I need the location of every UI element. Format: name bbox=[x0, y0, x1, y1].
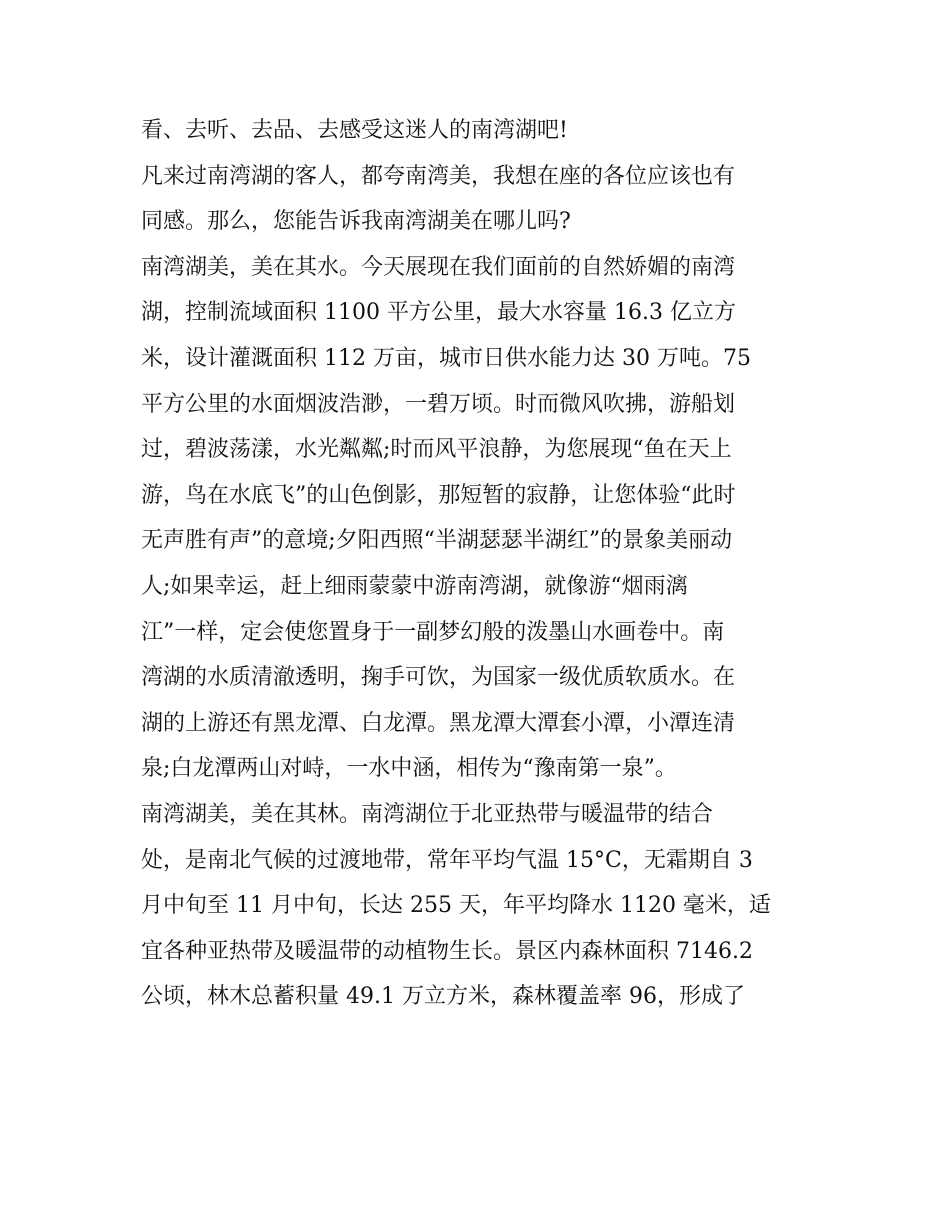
text-line: 人;如果幸运，赶上细雨蒙蒙中游南湾湖，就像游“烟雨漓 bbox=[141, 573, 688, 599]
text-line: 宜各种亚热带及暖温带的动植物生长。景区内森林面积 7146.2 bbox=[141, 938, 753, 964]
text-line: 南湾湖美，美在其林。南湾湖位于北亚热带与暖温带的结合 bbox=[141, 801, 714, 827]
text-line: 无声胜有声”的意境;夕阳西照“半湖瑟瑟半湖红”的景象美丽动 bbox=[141, 528, 733, 554]
text-line: 泉;白龙潭两山对峙，一水中涵，相传为“豫南第一泉”。 bbox=[141, 756, 677, 782]
text-line: 月中旬至 11 月中旬，长达 255 天，年平均降水 1120 毫米，适 bbox=[141, 893, 771, 919]
text-line: 湾湖的水质清澈透明，掬手可饮，为国家一级优质软质水。在 bbox=[141, 665, 736, 691]
text-line: 南湾湖美，美在其水。今天展现在我们面前的自然娇媚的南湾 bbox=[141, 254, 736, 280]
text-line: 湖的上游还有黑龙潭、白龙潭。黑龙潭大潭套小潭，小潭连清 bbox=[141, 710, 736, 736]
text-line: 过，碧波荡漾，水光粼粼;时而风平浪静，为您展现“鱼在天上 bbox=[141, 437, 732, 463]
text-line: 同感。那么，您能告诉我南湾湖美在哪儿吗? bbox=[141, 209, 571, 235]
text-line: 湖，控制流域面积 1100 平方公里，最大水容量 16.3 亿立方 bbox=[141, 300, 736, 326]
text-line: 公顷，林木总蓄积量 49.1 万立方米，森林覆盖率 96，形成了 bbox=[141, 984, 745, 1010]
text-line: 游，鸟在水底飞”的山色倒影，那短暂的寂静，让您体验“此时 bbox=[141, 482, 736, 508]
text-line: 看、去听、去品、去感受这迷人的南湾湖吧! bbox=[141, 118, 568, 143]
text-line: 米，设计灌溉面积 112 万亩，城市日供水能力达 30 万吨。75 bbox=[141, 345, 751, 371]
text-line: 江”一样，定会使您置身于一副梦幻般的泼墨山水画卷中。南 bbox=[141, 619, 725, 645]
text-line: 处，是南北气候的过渡地带，常年平均气温 15°C，无霜期自 3 bbox=[141, 847, 753, 873]
text-line: 平方公里的水面烟波浩渺，一碧万顷。时而微风吹拂，游船划 bbox=[141, 391, 736, 417]
text-line: 凡来过南湾湖的客人，都夸南湾美，我想在座的各位应该也有 bbox=[141, 163, 736, 189]
article-body bbox=[141, 108, 821, 1020]
